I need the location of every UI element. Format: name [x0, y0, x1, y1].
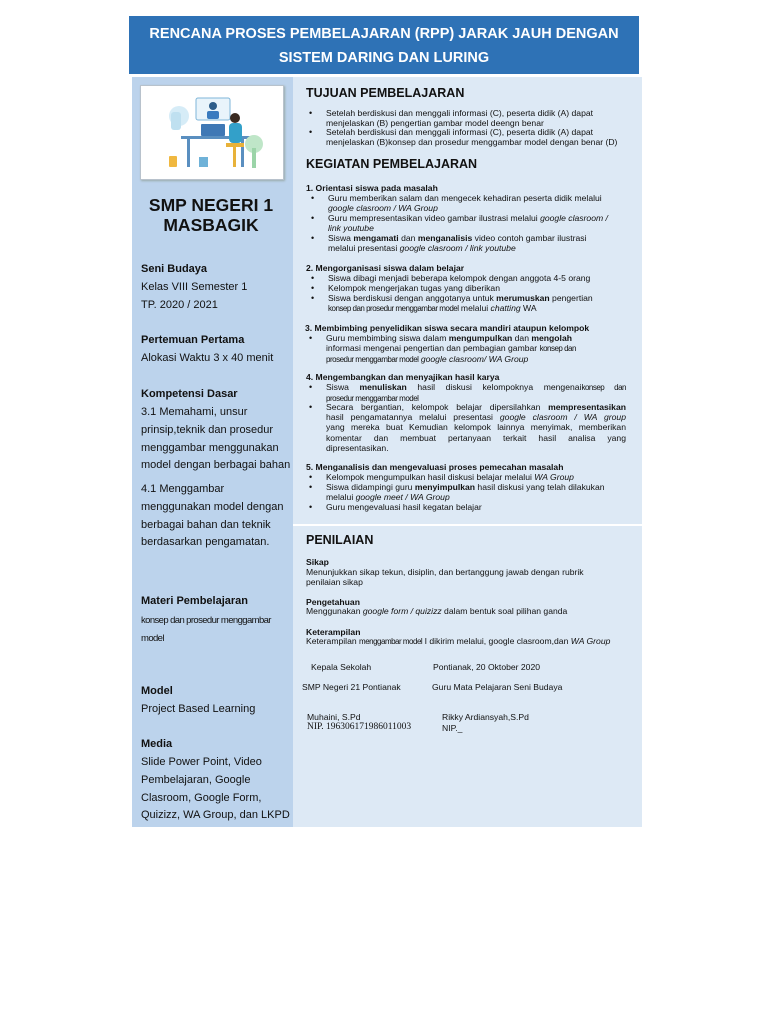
bullet-icon: •	[311, 273, 315, 283]
step-text: pengertian	[549, 293, 593, 303]
kd-3-1	[141, 404, 291, 475]
step-text-italic: google clasroom / link youtube	[399, 243, 516, 254]
media-line: Quizizz, WA Group, dan LKPD	[141, 809, 290, 822]
step-text: dan	[512, 333, 532, 343]
step-text: komentar dan membuat pertanyaan terkait hasil analisa yang	[326, 432, 626, 443]
kd-4-1-line: 4.1 Menggambar	[141, 483, 225, 495]
step-text: video contoh gambar ilustrasi	[472, 233, 587, 243]
step-text-condensed: prosedur menggambar model	[326, 355, 419, 365]
bullet-icon: •	[311, 293, 315, 303]
step-2-item	[311, 283, 628, 293]
tujuan-item-line: Setelah berdiskusi dan menggali informasi (C), peserta didik (A) dapat	[326, 108, 594, 118]
step-text-condensed: prosedur menggambar model	[326, 394, 419, 404]
step-5-item	[309, 502, 626, 512]
time-allocation-text: Alokasi Waktu 3 x 40 menit	[141, 352, 274, 364]
step-text: hasil pengamatannya melalui presentasi	[326, 412, 500, 423]
step-5-item	[309, 482, 626, 503]
principal-role: Kepala Sekolah	[311, 662, 372, 672]
step-text: dipresentasikan.	[326, 442, 389, 453]
step-text: Guru mempresentasikan video gambar ilustrasi melalui	[328, 213, 541, 223]
step-text: Kelompok mengumpulkan hasil diskusi belajar melalui	[326, 472, 535, 482]
class-text: Kelas VIII Semester 1	[141, 281, 248, 293]
kegiatan-title: KEGIATAN PEMBELAJARAN	[306, 157, 478, 171]
step-3-title: 3. Membimbing penyelidikan siswa secara mandiri ataupun kelompok	[305, 323, 590, 333]
pengetahuan-part: Menggunakan	[306, 606, 363, 616]
tujuan-title: TUJUAN PEMBELAJARAN	[306, 86, 465, 100]
step-text: Siswa dibagi menjadi beberapa kelompok dengan anggota 4-5 orang	[328, 273, 591, 283]
step-text-italic: google clasroom / WA group	[499, 412, 626, 423]
step-1-item	[311, 233, 628, 254]
bullet-icon: •	[311, 213, 315, 223]
step-text-condensed: konsep dan	[581, 383, 627, 392]
tujuan-item	[309, 108, 638, 129]
online-learning-illustration	[140, 85, 284, 180]
media-line: Pembelajaran, Google	[141, 773, 251, 786]
step-1-item	[311, 193, 628, 214]
step-text-condensed: konsep dan	[539, 344, 576, 354]
teacher-at-laptop-icon	[141, 86, 283, 179]
step-text: Siswa didampingi guru	[326, 482, 415, 492]
step-1-title: 1. Orientasi siswa pada masalah	[306, 183, 438, 193]
pengetahuan-text	[306, 606, 636, 616]
kd-4-1-line: berbagai bahan dan teknik	[141, 518, 271, 531]
bullet-icon: •	[309, 127, 313, 137]
tujuan-item	[309, 127, 638, 148]
step-4-title: 4. Mengembangkan dan menyajikan hasil karya	[306, 372, 500, 382]
step-text: yang mereka buat Kemudian kelompok lainnya menyimak, memberikan	[326, 422, 626, 433]
bullet-icon: •	[309, 482, 313, 492]
step-2-item	[311, 273, 628, 283]
school-name-line-1: SMP NEGERI 1	[148, 195, 274, 215]
pengetahuan-part: dalam bentuk soal pilihan ganda	[441, 606, 568, 616]
step-text: Guru memberikan salam dan mengecek kehadiran peserta didik melalui	[328, 193, 602, 203]
principal-nip: NIP. 196306171986011003	[307, 722, 412, 732]
media-title: Media	[141, 738, 173, 750]
step-text-bold: merumuskan	[496, 293, 550, 303]
step-text-condensed: konsep dan prosedur menggambar model	[328, 304, 459, 314]
keterampilan-part: I dikirim melalui, google clasroom,dan	[422, 636, 571, 646]
step-text-bold: mengumpulkan	[448, 333, 513, 343]
keterampilan-text	[306, 636, 640, 647]
step-5-item	[309, 472, 626, 482]
step-text-italic: google clasroom/ WA Group	[418, 354, 529, 365]
step-4-item	[309, 402, 626, 453]
step-text: Guru mengevaluasi hasil kegatan belajar	[326, 502, 482, 512]
materi-line: konsep dan prosedur menggambar	[141, 615, 271, 626]
step-text: Siswa	[326, 382, 360, 392]
bullet-icon: •	[309, 108, 313, 118]
step-text: Kelompok mengerjakan tugas yang diberikan	[328, 283, 500, 293]
title-line-1: RENCANA PROSES PEMBELAJARAN (RPP) JARAK JAUH DENGAN	[149, 26, 619, 42]
sikap-line: Menunjukkan sikap tekun, disiplin, dan bertanggung jawab dengan rubrik	[306, 567, 584, 577]
step-text: Siswa berdiskusi dengan anggotanya untuk	[328, 293, 497, 303]
kd-4-1-line: berdasarkan pengamatan.	[141, 536, 270, 549]
materi-title: Materi Pembelajaran	[141, 595, 248, 607]
kd-3-1-line: menggambar menggunakan	[141, 441, 279, 454]
school-year-text: TP. 2020 / 2021	[141, 299, 218, 311]
keterampilan-part: Keterampilan	[306, 636, 360, 646]
keterampilan-condensed: menggambar model	[359, 637, 423, 646]
step-text: WA	[520, 303, 537, 314]
model-text: Project Based Learning	[141, 703, 256, 715]
tujuan-item-line: menjelaskan (B)konsep dan prosedur menggambar model dengan benar (D)	[326, 137, 618, 148]
bullet-icon: •	[309, 333, 313, 343]
kd-3-1-line: 3.1 Memahami, unsur	[141, 406, 248, 418]
bullet-icon: •	[309, 472, 313, 482]
step-1-item	[311, 213, 628, 234]
kd-4-1	[141, 481, 291, 552]
step-text: melalui presentasi	[328, 243, 400, 254]
sikap-label: Sikap	[306, 557, 329, 567]
materi-text	[141, 612, 291, 648]
principal-name: Muhaini, S.Pd	[307, 712, 361, 722]
document-title-banner	[129, 16, 639, 74]
materi-line: model	[141, 632, 164, 644]
step-text-italic: google clasroom / WA Group	[328, 203, 438, 214]
kd-title: Kompetensi Dasar	[141, 388, 238, 400]
sikap-text	[306, 567, 626, 587]
keterampilan-italic: WA Group	[570, 636, 611, 646]
step-text: hasil diskusi yang telah dilakukan	[475, 482, 605, 492]
step-text: Secara bergantian, kelompok belajar dipersilahkan	[326, 402, 549, 412]
bullet-icon: •	[309, 502, 313, 512]
title-line-2: SISTEM DARING DAN LURING	[278, 50, 490, 66]
step-5-title: 5. Menganalisis dan mengevaluasi proses pemecahan masalah	[306, 462, 564, 472]
step-text-bold: menyimpulkan	[414, 482, 476, 492]
step-text-bold: mempresentasikan	[548, 402, 626, 412]
school-name-line-2: MASBAGIK	[163, 215, 259, 235]
step-text-italic: chatting	[490, 303, 521, 314]
step-text: hasil diskusi kelompoknya mengenai	[406, 382, 582, 392]
step-text-italic: google meet / WA Group	[355, 492, 450, 503]
penilaian-title: PENILAIAN	[306, 533, 374, 547]
step-text-italic: WA Group	[534, 472, 574, 482]
step-text: Guru membimbing siswa dalam	[326, 333, 449, 343]
kd-3-1-line: prinsip,teknik dan prosedur	[141, 423, 274, 436]
kd-3-1-line: model dengan berbagai bahan	[141, 459, 291, 472]
step-3-item	[309, 333, 626, 366]
teacher-nip: NIP._	[442, 723, 463, 733]
step-2-title: 2. Mengorganisasi siswa dalam belajar	[306, 263, 465, 273]
teacher-role: Guru Mata Pelajaran Seni Budaya	[432, 682, 563, 692]
subject-label: Seni Budaya	[141, 263, 208, 275]
media-text	[141, 754, 291, 825]
keterampilan-label: Keterampilan	[306, 627, 361, 637]
step-text: melalui	[326, 492, 356, 503]
step-text: melalui	[458, 303, 491, 314]
meeting-label: Pertemuan Pertama	[141, 334, 245, 346]
step-2-item	[311, 293, 628, 314]
kd-4-1-line: menggunakan model dengan	[141, 500, 284, 513]
step-text-bold: menuliskan	[359, 382, 407, 392]
pengetahuan-label: Pengetahuan	[306, 597, 360, 607]
model-title: Model	[141, 685, 173, 697]
media-line: Slide Power Point, Video	[141, 756, 262, 768]
bullet-icon: •	[311, 193, 315, 203]
tujuan-item-line: menjelaskan (B) pengertian gambar model deengn benar	[326, 118, 544, 129]
bullet-icon: •	[311, 233, 315, 243]
bullet-icon: •	[309, 402, 313, 412]
step-text-bold: mengolah	[531, 333, 572, 343]
tujuan-item-line: Setelah berdiskusi dan menggali informasi (C), peserta didik (A) dapat	[326, 127, 594, 137]
school-name	[140, 195, 282, 235]
signing-date: Pontianak, 20 Oktober 2020	[433, 662, 541, 672]
step-text-italic: link youtube	[328, 223, 374, 234]
step-text-italic: google clasroom /	[540, 213, 608, 223]
teacher-name: Rikky Ardiansyah,S.Pd	[442, 712, 529, 722]
step-text-bold: menganalisis	[417, 233, 473, 243]
step-text: Siswa	[328, 233, 354, 243]
step-text-bold: mengamati	[353, 233, 399, 243]
pengetahuan-italic: google form / quizizz	[362, 606, 442, 616]
bullet-icon: •	[311, 283, 315, 293]
sikap-line: penilaian sikap	[306, 577, 363, 587]
step-text: dan	[398, 233, 418, 243]
step-text: informasi mengenai pengertian dan pembagian gambar	[326, 343, 540, 354]
media-line: Clasroom, Google Form,	[141, 791, 262, 804]
bullet-icon: •	[309, 382, 313, 392]
principal-school: SMP Negeri 21 Pontianak	[302, 682, 401, 692]
